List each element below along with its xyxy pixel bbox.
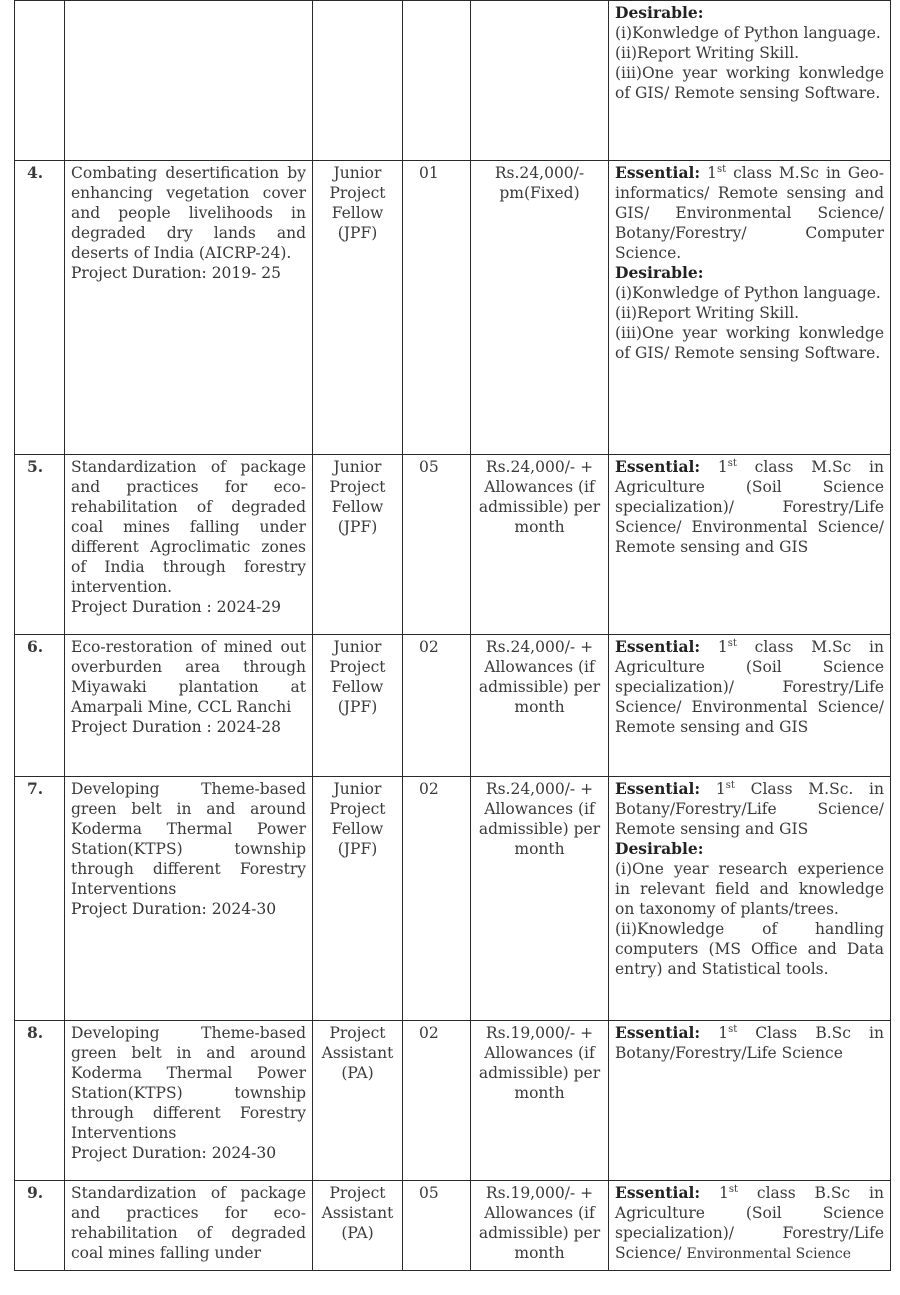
pay-scale: Rs.24,000/- pm(Fixed): [471, 161, 609, 455]
qualification-cell: [609, 455, 891, 635]
qualification-cell: [609, 1181, 891, 1271]
essential-ordinal: 1: [717, 638, 728, 656]
essential-ordinal-suffix: st: [727, 457, 737, 469]
serial-number: 4.: [15, 161, 65, 455]
project-cell: [65, 1, 313, 161]
desirable-item: (iii)One year working konwledge of GIS/ Remote sensing Software.: [615, 64, 884, 102]
table-row: [15, 777, 891, 1021]
essential-text: class B.Sc in Agriculture (Soil Science specialization)/ Forestry/Life Science/: [615, 1184, 884, 1262]
project-duration: Project Duration: 2024-30: [71, 1144, 277, 1162]
qualification-cell: [609, 1, 891, 161]
essential-ordinal: 1: [707, 164, 717, 182]
vacancy-table: [14, 0, 891, 1271]
desirable-item: (i)Konwledge of Python language.: [615, 284, 881, 302]
essential-label: Essential:: [615, 779, 701, 798]
qualification-cell: [609, 777, 891, 1021]
desirable-item: (i)Konwledge of Python language.: [615, 24, 881, 42]
table-row: [15, 161, 891, 455]
essential-ordinal-suffix: st: [727, 637, 737, 649]
project-cell: [65, 777, 313, 1021]
post-name: Junior Project Fellow (JPF): [313, 455, 403, 635]
project-duration: Project Duration: 2024-30: [71, 900, 277, 918]
essential-ordinal-suffix: st: [728, 1183, 739, 1195]
recruitment-table-page: [14, 0, 890, 1271]
essential-label: Essential:: [615, 637, 701, 656]
project-title: Developing Theme-based green belt in and around Koderma Thermal Power Station(KTPS) township through different Forestry Interventions: [71, 1024, 306, 1142]
table-row: [15, 1021, 891, 1181]
essential-ordinal: 1: [718, 1184, 729, 1202]
essential-ordinal: 1: [715, 780, 726, 798]
pay-scale: Rs.24,000/- + Allowances (if admissible) per month: [471, 455, 609, 635]
table-row: [15, 635, 891, 777]
desirable-item: (ii)Report Writing Skill.: [615, 44, 800, 62]
desirable-item: (ii)Knowledge of handling computers (MS Office and Data entry) and Statistical tools.: [615, 920, 884, 978]
pay-scale: Rs.19,000/- + Allowances (if admissible) per month: [471, 1181, 609, 1271]
serial-number: 9.: [15, 1181, 65, 1271]
essential-text: Class M.Sc. in Botany/Forestry/Life Science/ Remote sensing and GIS: [615, 780, 884, 838]
project-cell: [65, 1021, 313, 1181]
project-title: Standardization of package and practices for eco-rehabilitation of degraded coal mines falling under: [71, 1184, 306, 1262]
post-count: 02: [403, 635, 471, 777]
desirable-item: (iii)One year working konwledge of GIS/ Remote sensing Software.: [615, 324, 884, 362]
pay-scale: [471, 1, 609, 161]
project-title: Standardization of package and practices for eco-rehabilitation of degraded coal mines falling under different Agroclimatic zones of India through forestry intervention.: [71, 458, 306, 596]
essential-label: Essential:: [615, 457, 701, 476]
project-cell: [65, 635, 313, 777]
essential-ordinal-suffix: st: [725, 779, 735, 791]
post-count: 05: [403, 1181, 471, 1271]
essential-ordinal: 1: [717, 458, 728, 476]
post-name: [313, 1, 403, 161]
essential-ordinal: 1: [718, 1024, 729, 1042]
post-count: 05: [403, 455, 471, 635]
post-name: Project Assistant (PA): [313, 1181, 403, 1271]
post-count: 01: [403, 161, 471, 455]
post-name: Junior Project Fellow (JPF): [313, 777, 403, 1021]
serial-number: 5.: [15, 455, 65, 635]
essential-text: class M.Sc in Geo-informatics/ Remote sensing and GIS/ Environmental Science/ Botany/Forestry/ Computer Science.: [615, 164, 884, 262]
table-row: [15, 1181, 891, 1271]
qualification-cell: [609, 161, 891, 455]
desirable-label: Desirable:: [615, 3, 704, 22]
essential-text-tail: Environmental Science: [686, 1246, 852, 1262]
qualification-cell: [609, 1021, 891, 1181]
essential-text: Class B.Sc in Botany/Forestry/Life Science: [615, 1024, 884, 1062]
post-name: Junior Project Fellow (JPF): [313, 161, 403, 455]
table-row: [15, 1, 891, 161]
essential-label: Essential:: [615, 163, 701, 182]
project-title: Eco-restoration of mined out overburden area through Miyawaki plantation at Amarpali Mine, CCL Ranchi: [71, 638, 306, 716]
serial-number: [15, 1, 65, 161]
project-duration: Project Duration : 2024-28: [71, 718, 282, 736]
serial-number: 6.: [15, 635, 65, 777]
essential-text: class M.Sc in Agriculture (Soil Science specialization)/ Forestry/Life Science/ Environmental Science/ Remote sensing and GIS: [615, 638, 884, 736]
project-title: Combating desertification by enhancing vegetation cover and people livelihoods in degraded dry lands and deserts of India (AICRP-24).: [71, 164, 306, 262]
pay-scale: Rs.24,000/- + Allowances (if admissible) per month: [471, 635, 609, 777]
essential-label: Essential:: [615, 1183, 701, 1202]
pay-scale: Rs.24,000/- + Allowances (if admissible) per month: [471, 777, 609, 1021]
essential-text: class M.Sc in Agriculture (Soil Science specialization)/ Forestry/Life Science/ Environmental Science/ Remote sensing and GIS: [615, 458, 884, 556]
project-title: Developing Theme-based green belt in and around Koderma Thermal Power Station(KTPS) township through different Forestry Interventions: [71, 780, 306, 898]
qualification-cell: [609, 635, 891, 777]
post-count: 02: [403, 1021, 471, 1181]
essential-ordinal-suffix: st: [716, 163, 727, 175]
desirable-item: (ii)Report Writing Skill.: [615, 304, 800, 322]
project-cell: [65, 455, 313, 635]
post-name: Junior Project Fellow (JPF): [313, 635, 403, 777]
project-duration: Project Duration : 2024-29: [71, 598, 282, 616]
project-duration: Project Duration: 2019- 25: [71, 264, 282, 282]
desirable-label: Desirable:: [615, 263, 704, 282]
project-cell: [65, 161, 313, 455]
post-count: [403, 1, 471, 161]
post-name: Project Assistant (PA): [313, 1021, 403, 1181]
serial-number: 7.: [15, 777, 65, 1021]
pay-scale: Rs.19,000/- + Allowances (if admissible) per month: [471, 1021, 609, 1181]
project-cell: [65, 1181, 313, 1271]
serial-number: 8.: [15, 1021, 65, 1181]
desirable-item: (i)One year research experience in relevant field and knowledge on taxonomy of plants/trees.: [615, 860, 884, 918]
essential-ordinal-suffix: st: [728, 1023, 738, 1035]
desirable-label: Desirable:: [615, 839, 704, 858]
essential-label: Essential:: [615, 1023, 701, 1042]
post-count: 02: [403, 777, 471, 1021]
table-row: [15, 455, 891, 635]
